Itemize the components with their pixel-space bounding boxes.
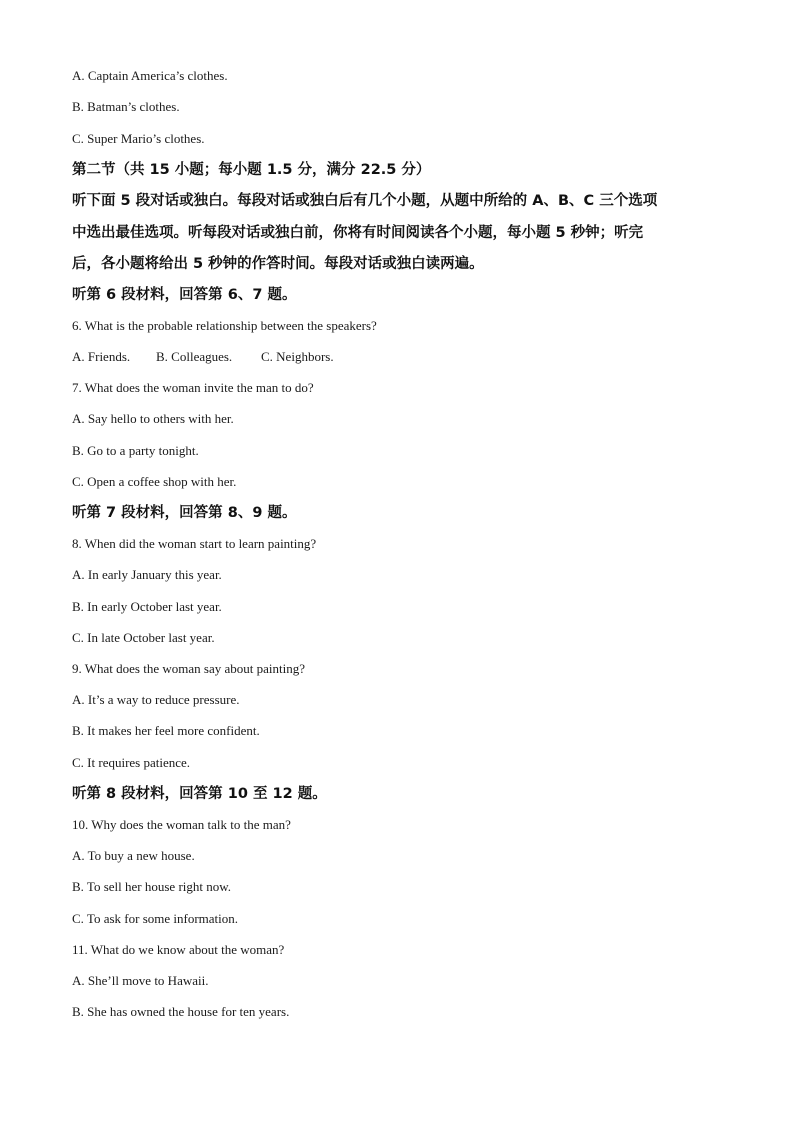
material-6-heading: 听第 6 段材料，回答第 6、7 题。 <box>72 287 297 303</box>
q8-option-a: A. In early January this year. <box>72 567 222 582</box>
question-8: 8. When did the woman start to learn painting? <box>72 536 317 551</box>
q7-option-a: A. Say hello to others with her. <box>72 411 234 426</box>
q8-option-c: C. In late October last year. <box>72 630 215 645</box>
prev-option-c: C. Super Mario’s clothes. <box>72 131 205 146</box>
q6-option-c: C. Neighbors. <box>261 349 334 364</box>
material-8-heading: 听第 8 段材料，回答第 10 至 12 题。 <box>72 786 327 802</box>
q6-option-a: A. Friends. <box>72 349 131 364</box>
instruction-line-3: 后，各小题将给出 5 秒钟的作答时间。每段对话或独白读两遍。 <box>72 256 484 272</box>
instruction-line-2: 中选出最佳选项。听每段对话或独白前，你将有时间阅读各个小题，每小题 5 秒钟；听完 <box>72 225 644 241</box>
q11-option-a: A. She’ll move to Hawaii. <box>72 973 209 988</box>
q6-option-b: B. Colleagues. <box>156 349 233 364</box>
material-7-heading: 听第 7 段材料，回答第 8、9 题。 <box>72 505 297 521</box>
q9-option-c: C. It requires patience. <box>72 755 191 770</box>
question-10: 10. Why does the woman talk to the man? <box>72 817 291 832</box>
prev-option-b: B. Batman’s clothes. <box>72 99 180 114</box>
q10-option-a: A. To buy a new house. <box>72 848 195 863</box>
question-6-options <box>72 349 334 365</box>
instruction-line-1: 听下面 5 段对话或独白。每段对话或独白后有几个小题，从题中所给的 A、B、C 三个选项 <box>72 193 658 209</box>
q10-option-b: B. To sell her house right now. <box>72 879 232 894</box>
question-7: 7. What does the woman invite the man to do? <box>72 380 314 395</box>
q9-option-b: B. It makes her feel more confident. <box>72 723 260 738</box>
section-heading: 第二节（共 15 小题；每小题 1.5 分，满分 22.5 分） <box>72 162 431 178</box>
q8-option-b: B. In early October last year. <box>72 599 222 614</box>
prev-option-a: A. Captain America’s clothes. <box>72 68 228 83</box>
q10-option-c: C. To ask for some information. <box>72 911 239 926</box>
question-9: 9. What does the woman say about painting? <box>72 661 305 676</box>
q9-option-a: A. It’s a way to reduce pressure. <box>72 692 240 707</box>
question-11: 11. What do we know about the woman? <box>72 942 285 957</box>
question-6: 6. What is the probable relationship between the speakers? <box>72 318 377 333</box>
q7-option-b: B. Go to a party tonight. <box>72 443 199 458</box>
q7-option-c: C. Open a coffee shop with her. <box>72 474 237 489</box>
q11-option-b: B. She has owned the house for ten years. <box>72 1004 290 1019</box>
